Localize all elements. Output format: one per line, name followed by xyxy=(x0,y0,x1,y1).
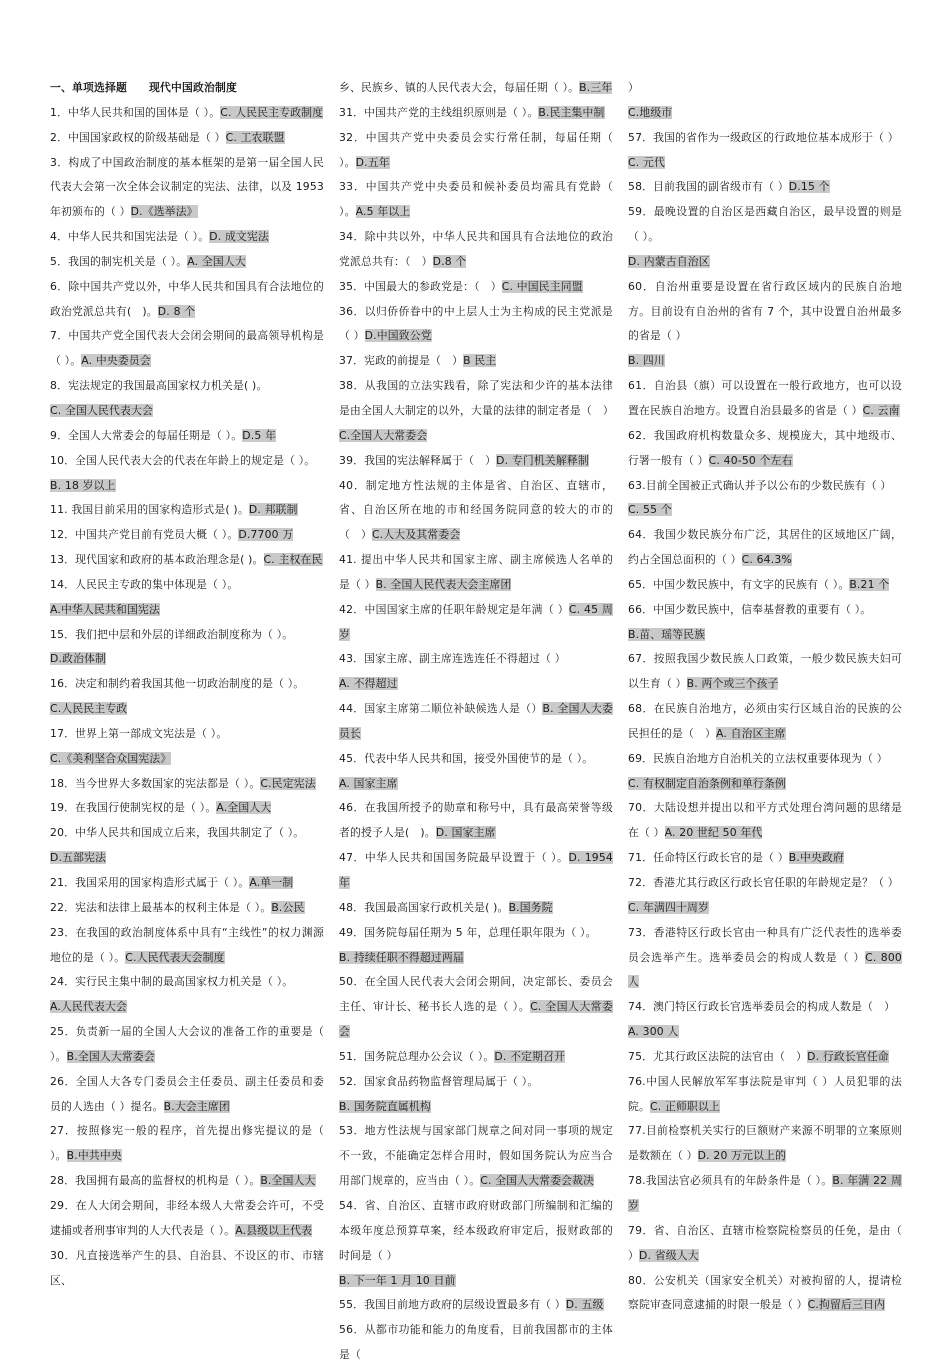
question-text: 69．民族自治地方自治机关的立法权重要体现为（ ） xyxy=(628,751,888,765)
answer-highlight: C. 40-50 个左右 xyxy=(708,453,793,467)
question-item xyxy=(50,573,324,598)
answer-highlight: B. 年满 22 周岁 xyxy=(628,1174,902,1212)
question-item xyxy=(628,846,902,871)
question-text: 5．我国的制宪机关是（ ）。 xyxy=(50,254,188,268)
question-item xyxy=(50,598,324,623)
question-item xyxy=(339,449,613,474)
answer-highlight: C. 人民民主专政制度 xyxy=(220,105,324,119)
question-item xyxy=(339,970,613,1045)
question-text: 58．目前我国的副省级市有（ ） xyxy=(628,180,789,194)
question-item xyxy=(628,1070,902,1120)
question-text: 57．我国的省作为一级政区的行政地位基本成形于（ ） xyxy=(628,130,899,144)
question-text: 乡、民族乡、镇的人民代表大会，每届任期（ ）。 xyxy=(339,81,580,94)
answer-highlight: C.民定宪法 xyxy=(260,776,316,790)
answer-highlight: C. 45 周岁 xyxy=(339,602,613,641)
question-item xyxy=(50,1169,324,1194)
question-item xyxy=(339,474,613,549)
question-text: 29．在人大闭会期间，非经本级人大常委会许可，不受逮捕或者刑事审判的人大代表是（ ）。 xyxy=(50,1198,324,1237)
answer-highlight: C. 元代 xyxy=(628,155,665,169)
question-text: 24．实行民主集中制的最高国家权力机关是（ ）。 xyxy=(50,975,294,989)
answer-highlight: D.五部宪法 xyxy=(50,851,107,865)
answer-highlight: C.人民代表大会制度 xyxy=(125,950,225,964)
answer-highlight: D. 成文宪法 xyxy=(209,230,270,244)
question-text: 68．在民族自治地方，必须由实行区域自治的民族的公民担任的是（ ） xyxy=(628,702,902,740)
answer-highlight: A. 不得超过 xyxy=(339,677,398,691)
question-item xyxy=(50,498,324,523)
question-text: 22．宪法和法律上最基本的权利主体是（ ）。 xyxy=(50,900,272,914)
answer-highlight: C.《美利坚合众国宪法》 xyxy=(50,751,172,765)
question-item xyxy=(50,821,324,846)
question-item xyxy=(339,175,613,225)
question-item xyxy=(50,1244,324,1294)
answer-highlight: D. 不定期召开 xyxy=(494,1049,566,1063)
question-item xyxy=(628,1119,902,1169)
question-item xyxy=(339,275,613,300)
question-text: 19．在我国行使制宪权的是（ ）。 xyxy=(50,801,217,815)
question-text: 78.我国法官必须具有的年龄条件是（ ）。 xyxy=(628,1174,833,1188)
answer-highlight: D.15 个 xyxy=(788,180,830,194)
answer-highlight: D. 专门机关解释制 xyxy=(496,453,589,467)
question-item xyxy=(339,1318,613,1368)
question-item xyxy=(339,1045,613,1070)
question-item xyxy=(628,151,902,176)
answer-highlight: B.民主集中制 xyxy=(538,105,605,119)
answer-highlight: C. 云南 xyxy=(862,403,900,417)
answer-highlight: D.五年 xyxy=(355,155,390,169)
question-item xyxy=(50,126,324,151)
answer-highlight: C.人大及其常委会 xyxy=(372,528,461,542)
question-item xyxy=(50,449,324,474)
question-text: 38．从我国的立法实践看，除了宪法和少许的基本法律是由全国人大制定的以外，大量的法律的制定者是（ ） xyxy=(339,379,614,417)
question-text: 20．中华人民共和国成立后来，我国共制定了（ ）。 xyxy=(50,826,305,840)
question-text: 31．中国共产党的主线组织原则是（ ）。 xyxy=(339,105,539,119)
answer-highlight: B. 下一年 1 月 10 日前 xyxy=(339,1273,456,1287)
question-item xyxy=(50,623,324,648)
question-item xyxy=(628,250,902,275)
answer-highlight: C. 55 个 xyxy=(628,503,672,517)
question-item xyxy=(628,871,902,896)
question-text: 8．宪法规定的我国最高国家权力机关是( )。 xyxy=(50,379,268,393)
question-text: 50．在全国人民代表大会闭会期间，决定部长、委员会主任、审计长、秘书长人选的是（ ）。 xyxy=(339,975,613,1014)
question-text: 54．省、自治区、直辖市政府财政部门所编制和汇编的本级年度总预算草案，经本级政府审定后，报财政部的时间是（ ） xyxy=(339,1198,613,1262)
question-item xyxy=(339,101,613,126)
question-text: 74．澳门特区行政长官选举委员会的构成人数是（ ） xyxy=(628,1000,896,1014)
question-item xyxy=(50,722,324,747)
question-text: 70．大陆设想并提出以和平方式处理台湾问题的思绪是在（ ） xyxy=(628,801,902,840)
question-text: 40．制定地方性法规的主体是省、自治区、直辖市，省、自治区所在地的市和经国务院同意的较大的市的（ ） xyxy=(339,478,613,542)
question-text: 52．国家食品药物监督管理局属于（ ）。 xyxy=(339,1074,539,1088)
question-item xyxy=(628,995,902,1020)
question-item xyxy=(628,647,902,697)
question-text: 55．我国目前地方政府的层级设置最多有（ ） xyxy=(339,1298,566,1312)
question-text: ） xyxy=(628,81,639,94)
question-item xyxy=(339,946,613,971)
question-item xyxy=(628,623,902,648)
question-text: 25．负责新一届的全国人大会议的准备工作的重要是（ ）。 xyxy=(50,1025,324,1063)
answer-highlight: C.全国人大常委会 xyxy=(339,428,428,442)
answer-highlight: A. 中央委员会 xyxy=(81,354,151,368)
question-item xyxy=(50,324,324,374)
question-item xyxy=(628,747,902,772)
answer-highlight: C. 800 人 xyxy=(628,950,902,989)
question-text: 10．全国人民代表大会的代表在年龄上的规定是（ ）。 xyxy=(50,453,316,467)
answer-highlight: D. 邦联制 xyxy=(248,503,298,517)
question-item xyxy=(628,598,902,623)
question-item xyxy=(339,796,613,846)
question-item xyxy=(339,1095,613,1120)
question-text: 46．在我国所授予的勋章和称号中，具有最高荣誉等级者的授予人是( )。 xyxy=(339,801,613,840)
answer-highlight: D. 20 万元以上的 xyxy=(697,1149,787,1163)
answer-highlight: D.5 年 xyxy=(242,428,277,442)
question-text: 61．自治县（旗）可以设置在一般行政地方，也可以设置在民族自治地方。设置自治县最多的省是（ ） xyxy=(628,379,902,417)
answer-highlight: D. 1954 年 xyxy=(339,851,613,889)
question-item xyxy=(339,1194,613,1269)
answer-highlight: D. 行政长官任命 xyxy=(807,1049,889,1063)
question-item xyxy=(50,374,324,399)
question-text: 3．构成了中国政治制度的基本框架的是第一届全国人民代表大会第一次全体会议制定的宪法、法律，以及 1953 年初颁布的（ ） xyxy=(50,155,324,219)
question-item xyxy=(50,101,324,126)
question-item xyxy=(628,1020,902,1045)
question-item xyxy=(50,250,324,275)
answer-highlight: C.拘留后三日内 xyxy=(807,1298,885,1312)
question-text: 73．香港特区行政长官由一种具有广泛代表性的选举委员会选举产生。选举委员会的构成人数是（ ） xyxy=(628,925,902,964)
question-text: 51．国务院总理办公会议（ ）。 xyxy=(339,1049,495,1063)
question-text: 44．国家主席第二顺位补缺候选人是（） xyxy=(339,702,543,716)
answer-highlight: A. 20 世纪 50 年代 xyxy=(664,826,763,840)
question-text: 79．省、自治区、直辖市检察院检察员的任免，是由（ ） xyxy=(628,1223,902,1262)
question-item xyxy=(50,772,324,797)
question-item xyxy=(50,1194,324,1244)
question-item xyxy=(339,126,613,176)
question-item xyxy=(50,474,324,499)
answer-highlight: C. 有权制定自治条例和单行条例 xyxy=(628,776,786,790)
question-item xyxy=(50,995,324,1020)
question-item xyxy=(50,796,324,821)
question-text: 11. 我国目前采用的国家构造形式是( )。 xyxy=(50,503,249,517)
question-item xyxy=(50,1020,324,1070)
question-item xyxy=(628,101,902,126)
question-item xyxy=(50,672,324,697)
question-item xyxy=(339,1269,613,1294)
answer-highlight: A. 国家主席 xyxy=(339,776,398,790)
question-item xyxy=(50,399,324,424)
answer-highlight: C.人民民主专政 xyxy=(50,702,128,716)
question-item xyxy=(628,474,902,499)
question-text: 45．代表中华人民共和国，接受外国使节的是（ ）。 xyxy=(339,751,594,765)
question-item xyxy=(628,573,902,598)
question-text: 72．香港尤其行政区行政长官任职的年龄规定是？（ ） xyxy=(628,876,899,889)
question-item xyxy=(339,76,613,101)
question-item xyxy=(628,498,902,523)
question-item xyxy=(50,697,324,722)
question-item xyxy=(339,921,613,946)
question-text: 34．除中共以外，中华人民共和国具有合法地位的政治党派总共有：（ ） xyxy=(339,230,613,268)
question-text: 27．按照修宪一般的程序，首先提出修宪提议的是（ ）。 xyxy=(50,1124,324,1163)
answer-highlight: C. 中国民主同盟 xyxy=(501,279,583,293)
question-item xyxy=(628,374,902,424)
question-text: 6．除中国共产党以外，中华人民共和国具有合法地位的政治党派总共有( )。 xyxy=(50,279,324,318)
question-text: 56．从都市功能和能力的角度看，目前我国都市的主体是（ xyxy=(339,1323,613,1362)
question-text: 71．任命特区行政长官的是（ ） xyxy=(628,851,789,865)
question-text: 12．中国共产党目前有党员大概（ ）。 xyxy=(50,528,239,542)
question-item xyxy=(339,349,613,374)
question-item xyxy=(339,225,613,275)
question-item xyxy=(628,126,902,151)
answer-highlight: D.《选举法》 xyxy=(130,205,198,219)
question-text: 59．最晚设置的自治区是西藏自治区，最早设置的则是（ ）。 xyxy=(628,205,902,244)
answer-highlight: A.县级以上代表 xyxy=(235,1223,313,1237)
answer-highlight: C. 年满四十周岁 xyxy=(628,900,709,914)
question-item xyxy=(339,300,613,350)
question-item xyxy=(50,151,324,226)
question-item xyxy=(628,921,902,996)
answer-highlight: C. 工农联盟 xyxy=(225,130,285,144)
question-item xyxy=(339,647,613,672)
answer-highlight: C. 正师职以上 xyxy=(650,1099,720,1113)
question-text: 21．我国采用的国家构造形式属于（ ）。 xyxy=(50,876,250,889)
answer-highlight: C.地级市 xyxy=(628,105,673,119)
question-text: 7．中国共产党全国代表大会闭会期间的最高领导机构是（ ）。 xyxy=(50,329,324,368)
question-text: 13．现代国家和政府的基本政治理念是( )。 xyxy=(50,553,264,567)
section-heading: 一、单项选择题 现代中国政治制度 xyxy=(50,81,237,94)
answer-highlight: B. 两个或三个孩子 xyxy=(686,677,779,691)
question-text: 26．全国人大各专门委员会主任委员、副主任委员和委员的人选由（ ）提名。 xyxy=(50,1074,324,1113)
answer-highlight: D.政治体制 xyxy=(50,652,107,666)
question-text: 67．按照我国少数民族人口政策，一般少数民族夫妇可以生育（ ） xyxy=(628,652,902,691)
question-text: 41. 提出中华人民共和国家主席、副主席候选人名单的是（ ） xyxy=(339,553,613,591)
question-text: 49．国务院每届任期为 5 年，总理任职年限为（ ）。 xyxy=(339,925,597,939)
answer-highlight: A.全国人大 xyxy=(216,801,272,815)
question-item xyxy=(339,747,613,772)
question-item xyxy=(50,1119,324,1169)
answer-highlight: A.中华人民共和国宪法 xyxy=(50,602,160,616)
question-text: 14．人民民主专政的集中体现是（ ）。 xyxy=(50,577,239,591)
answer-highlight: B.国务院 xyxy=(508,900,553,914)
question-item xyxy=(628,175,902,200)
question-item xyxy=(339,846,613,896)
question-text: 39．我国的宪法解释属于（ ） xyxy=(339,453,497,467)
answer-highlight: B. 持续任职不得超过两届 xyxy=(339,950,464,964)
question-text: 17．世界上第一部成文宪法是（ ）。 xyxy=(50,726,228,740)
answer-highlight: D. 国家主席 xyxy=(435,826,496,840)
question-item xyxy=(628,1169,902,1219)
answer-highlight: A. 300 人 xyxy=(628,1025,679,1039)
question-text: 77.目前检察机关实行的巨额财产来源不明罪的立案原则是数额在（ ） xyxy=(628,1124,902,1163)
question-item xyxy=(50,548,324,573)
question-text: 15．我们把中层和外层的详细政治制度称为（ ）。 xyxy=(50,627,294,641)
question-item xyxy=(628,424,902,474)
question-item xyxy=(50,896,324,921)
question-text: 9．全国人大常委会的每届任期是（ ）。 xyxy=(50,428,243,442)
answer-highlight: B. 全国人民代表大会主席团 xyxy=(375,577,512,591)
question-text: 35．中国最大的参政党是：（ ） xyxy=(339,279,502,293)
question-text: 64．我国少数民族分布广泛，其居住的区域地区广阔，约占全国总面积的（ ） xyxy=(628,528,902,567)
answer-highlight: C. 64.3% xyxy=(741,553,792,567)
question-item xyxy=(339,374,613,449)
answer-highlight: A. 自治区主席 xyxy=(715,726,786,740)
column-middle xyxy=(339,76,613,1368)
answer-highlight: D.中国致公党 xyxy=(364,329,432,343)
question-item xyxy=(628,523,902,573)
question-item xyxy=(339,772,613,797)
answer-highlight: A. 全国人大 xyxy=(187,254,246,268)
answer-highlight: C. 全国人民代表大会 xyxy=(50,403,153,417)
answer-highlight: B.公民 xyxy=(271,900,305,914)
question-item xyxy=(50,647,324,672)
answer-highlight: D. 8 个 xyxy=(157,304,196,318)
answer-highlight: B. 18 岁以上 xyxy=(50,478,116,492)
answer-highlight: B.苗、瑶等民族 xyxy=(628,627,706,641)
answer-highlight: D.8 个 xyxy=(432,254,467,268)
question-item xyxy=(628,275,902,350)
question-item xyxy=(50,921,324,971)
answer-highlight: B. 四川 xyxy=(628,354,665,368)
question-text: 80．公安机关（国家安全机关）对被拘留的人，提请检察院审查同意逮捕的时限一般是（ ） xyxy=(628,1273,902,1312)
answer-highlight: B 民主 xyxy=(463,354,497,368)
answer-highlight: D.7700 万 xyxy=(238,528,294,542)
question-text: 16．决定和制约着我国其他一切政治制度的是（ ）。 xyxy=(50,677,305,691)
column-left xyxy=(50,76,324,1293)
question-text: 37．宪政的前提是（ ） xyxy=(339,354,464,368)
question-text: 63.目前全国被正式确认并予以公布的少数民族有（ ） xyxy=(628,478,892,492)
question-text: 4．中华人民共和国宪法是（ ）。 xyxy=(50,230,210,244)
question-text: 23．在我国的政治制度体系中具有“主线性”的权力渊源地位的是（ ）。 xyxy=(50,925,324,964)
question-item xyxy=(628,1045,902,1070)
question-item xyxy=(50,523,324,548)
question-text: 75．尤其行政区法院的法官由（ ） xyxy=(628,1049,808,1063)
question-text: 2．中国国家政权的阶级基础是（ ） xyxy=(50,130,226,144)
question-item xyxy=(339,697,613,747)
question-text: 62．我国政府机构数量众多、规模庞大，其中地级市、行署一般有（ ） xyxy=(628,428,902,467)
question-item xyxy=(339,1070,613,1095)
question-item xyxy=(628,896,902,921)
question-item xyxy=(50,225,324,250)
question-text: 47．中华人民共和国国务院最早设置于（ ）。 xyxy=(339,851,569,865)
question-item xyxy=(50,1070,324,1120)
answer-highlight: B.中共中央 xyxy=(66,1149,122,1163)
answer-highlight: B.21 个 xyxy=(849,577,890,591)
question-text: 32．中国共产党中央委员会实行常任制，每届任期（ ）。 xyxy=(339,130,613,169)
question-text: 18．当今世界大多数国家的宪法都是（ ）。 xyxy=(50,776,261,790)
question-item xyxy=(50,424,324,449)
question-item xyxy=(628,200,902,250)
answer-highlight: D. 省级人大 xyxy=(639,1248,699,1262)
question-text: 60．自治州重要是设置在省行政区域内的民族自治地方。目前设有自治州的省有 7 个，其中设置自治州最多的省是（ ） xyxy=(628,279,902,343)
question-item xyxy=(50,846,324,871)
question-item xyxy=(628,349,902,374)
answer-highlight: B.全国人大 xyxy=(260,1174,316,1188)
answer-highlight: B.全国人大常委会 xyxy=(66,1049,155,1063)
question-text: 43．国家主席、副主席连选连任不得超过（ ） xyxy=(339,652,566,666)
question-text: 48．我国最高国家行政机关是( )。 xyxy=(339,900,509,914)
question-text: 76.中国人民解放军军事法院是审判（ ）人员犯罪的法院。 xyxy=(628,1074,902,1113)
question-text: 33．中国共产党中央委员和候补委员均需具有党龄（ ）。 xyxy=(339,180,613,219)
question-item xyxy=(628,1269,902,1319)
question-item xyxy=(50,747,324,772)
question-text: 42．中国国家主席的任职年龄规定是年满（ ） xyxy=(339,602,569,616)
question-item xyxy=(628,772,902,797)
question-item xyxy=(50,970,324,995)
question-item xyxy=(339,598,613,648)
question-text: 1．中华人民共和国的国体是（ ）。 xyxy=(50,105,221,119)
answer-highlight: A.单一制 xyxy=(249,876,294,889)
question-item xyxy=(628,697,902,747)
question-item xyxy=(339,1293,613,1318)
answer-highlight: C. 主权在民 xyxy=(263,553,323,567)
answer-highlight: C. 全国人大常委会裁决 xyxy=(480,1174,595,1188)
answer-highlight: B.中央政府 xyxy=(788,851,844,865)
question-item xyxy=(339,896,613,921)
answer-highlight: D. 内蒙古自治区 xyxy=(628,254,710,268)
question-item xyxy=(628,1219,902,1269)
answer-highlight: D. 五级 xyxy=(565,1298,604,1312)
question-text: 30．凡直接选举产生的县、自治县、不设区的市、市辖区、 xyxy=(50,1248,324,1287)
answer-highlight: B. 国务院直属机构 xyxy=(339,1099,431,1113)
question-text: 36．以归侨侨眷中的中上层人士为主构成的民主党派是（ ） xyxy=(339,304,613,343)
question-text: 66．中国少数民族中，信奉基督教的重要有（ ）。 xyxy=(628,602,872,616)
column-right xyxy=(628,76,902,1318)
question-text: 65．中国少数民族中，有文字的民族有（ ）。 xyxy=(628,577,850,591)
question-item xyxy=(50,275,324,325)
answer-highlight: C. 全国人大常委会 xyxy=(339,1000,614,1039)
question-item xyxy=(628,796,902,846)
question-item xyxy=(339,672,613,697)
answer-highlight: A.5 年以上 xyxy=(355,205,411,219)
question-item xyxy=(339,1119,613,1194)
question-text: 28．我国拥有最高的监督权的机构是（ ）。 xyxy=(50,1174,261,1188)
answer-highlight: A.人民代表大会 xyxy=(50,1000,128,1014)
answer-highlight: B.三年 xyxy=(579,81,613,94)
question-text: 53．地方性法规与国家部门规章之间对同一事项的规定不一致，不能确定怎样合用时，假如国务院认为应当合用部门规章的，应当由（ ）。 xyxy=(339,1124,613,1188)
answer-highlight: B.大会主席团 xyxy=(163,1099,230,1113)
question-item xyxy=(628,76,902,101)
question-item xyxy=(50,871,324,896)
question-item xyxy=(339,548,613,598)
answer-highlight: B. 全国人大委员长 xyxy=(339,702,613,740)
